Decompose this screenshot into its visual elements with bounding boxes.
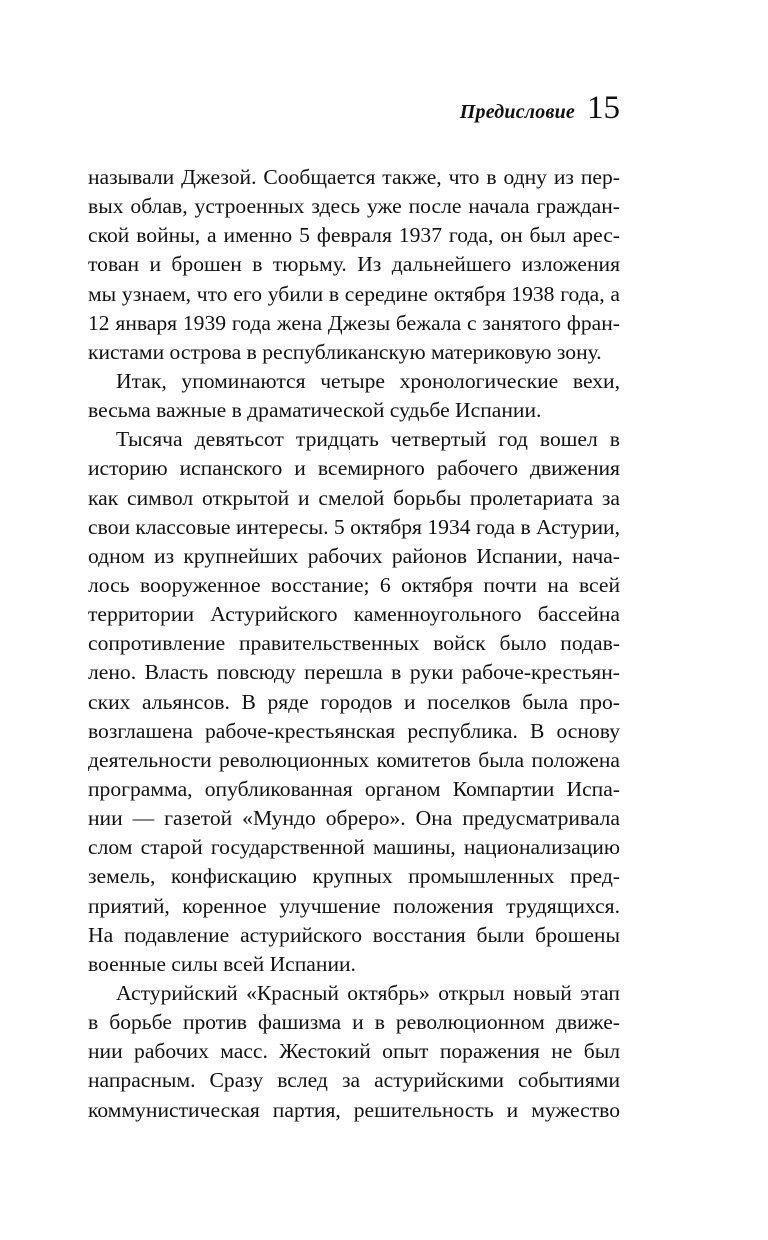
text-line: Тысяча девятьсот тридцать четвертый год вошел в	[116, 427, 620, 452]
text-line: мы узнаем, что его убили в середине октября 1938 года, а	[88, 281, 620, 306]
text-line: кистами острова в республиканскую материковую зону.	[88, 339, 602, 364]
text-line: военные силы всей Испании.	[88, 951, 356, 976]
body-text	[88, 163, 620, 1125]
text-line: На подавление астурийского восстания были брошены	[88, 922, 620, 947]
running-head	[460, 92, 620, 125]
text-line: Астурийский «Красный октябрь» открыл новый этап	[116, 980, 620, 1005]
text-line: слом старой государственной машины, национализацию	[88, 835, 620, 860]
text-line: программа, опубликованная органом Компартии Испа-	[88, 776, 620, 801]
text-line: свои классовые интересы. 5 октября 1934 года в Астурии,	[88, 514, 620, 539]
text-line: вых облав, устроенных здесь уже после начала граждан-	[88, 194, 620, 219]
text-line: возглашена рабоче-крестьянская республика. В основу	[88, 718, 620, 743]
text-line: Итак, упоминаются четыре хронологические вехи,	[116, 368, 620, 393]
text-line: территории Астурийского каменноугольного бассейна	[88, 602, 620, 627]
text-line: лено. Власть повсюду перешла в руки рабоче-крестьян-	[88, 660, 620, 685]
text-line: нии — газетой «Мундо обреро». Она предусматривала	[88, 806, 620, 831]
running-head-title: Предисловие	[459, 101, 575, 123]
text-line: как символ открытой и смелой борьбы пролетариата за	[88, 485, 620, 510]
text-line: весьма важные в драматической судьбе Испании.	[88, 398, 542, 423]
text-line: приятий, коренное улучшение положения трудящихся.	[88, 893, 620, 918]
text-line: сопротивление правительственных войск было подав-	[88, 631, 620, 656]
text-line: деятельности революционных комитетов была положена	[88, 747, 620, 772]
text-line: называли Джезой. Сообщается также, что в одну из пер-	[88, 165, 620, 189]
text-line: лось вооруженное восстание; 6 октября почти на всей	[88, 572, 620, 597]
text-line: нии рабочих масс. Жестокий опыт поражения не был	[88, 1039, 620, 1064]
text-line: ской войны, а именно 5 февраля 1937 года, он был арес-	[88, 223, 620, 248]
text-line: историю испанского и всемирного рабочего движения	[88, 456, 620, 481]
text-line: 12 января 1939 года жена Джезы бежала с занятого фран-	[88, 310, 620, 335]
text-line: тован и брошен в тюрьму. Из дальнейшего изложения	[88, 252, 620, 277]
text-line: ских альянсов. В ряде городов и поселков была про-	[88, 689, 620, 714]
text-line: земель, конфискацию крупных промышленных пред-	[88, 864, 620, 889]
text-line: одном из крупнейших рабочих районов Испании, нача-	[88, 543, 620, 568]
text-line: в борьбе против фашизма и в революционном движе-	[88, 1010, 620, 1035]
page-number: 15	[587, 90, 620, 126]
text-line: коммунистическая партия, решительность и мужество	[88, 1097, 620, 1122]
text-line: напрасным. Сразу вслед за астурийскими событиями	[88, 1068, 620, 1093]
